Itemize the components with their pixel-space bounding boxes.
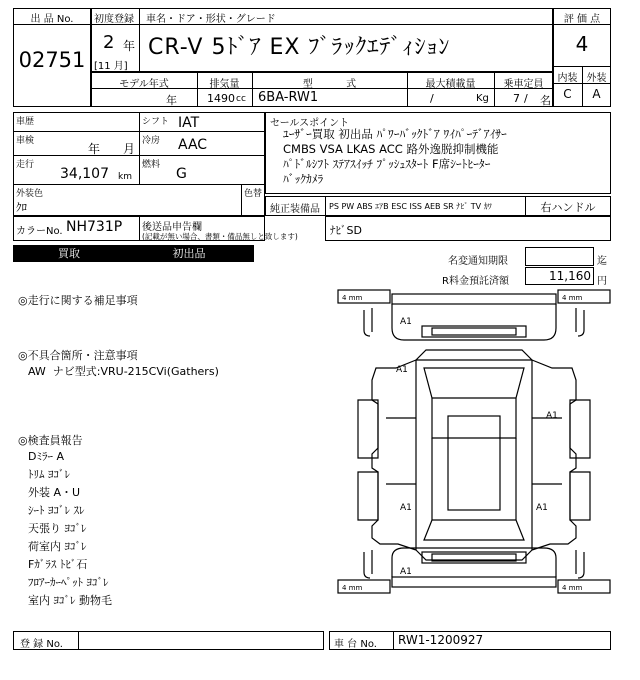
displacement-value: 1490 — [207, 92, 235, 105]
inspection-year-unit: 年 — [88, 142, 101, 156]
capacity-value: 7 — [513, 92, 520, 105]
defects-heading: ◎不具合箇所・注意事項 — [18, 349, 138, 362]
displacement-unit: cc — [236, 94, 246, 104]
tire-depth-rr: 4 mm — [562, 584, 583, 592]
chassis-no: RW1-1200927 — [398, 633, 484, 647]
post-docs-box — [325, 216, 611, 241]
damage-mark-front-bumper: A1 — [400, 317, 412, 327]
first-registration-month: [11 月] — [94, 61, 128, 72]
recycle-fee-unit: 円 — [597, 276, 607, 287]
post-docs-value: ﾅﾋﾞSD — [330, 224, 362, 237]
model-type-label: 型 式 — [302, 79, 357, 90]
damage-mark-right-door: A1 — [546, 411, 558, 421]
car-name-label: 車名・ドア・形状・グレード — [146, 14, 276, 25]
tire-depth-rl: 4 mm — [342, 584, 363, 592]
post-docs-note: (記載が無い場合、書類・備品無しと致します) — [142, 232, 298, 241]
mileage-value: 34,107 — [60, 166, 109, 182]
steering-side: 右ハンドル — [540, 201, 596, 214]
exterior-grade-label: 外装 — [586, 73, 607, 84]
damage-mark-left-fender: A1 — [396, 365, 408, 375]
shift-label: シフト — [142, 117, 170, 127]
interior-grade-label: 内装 — [557, 73, 578, 84]
shift-value: IAT — [178, 115, 200, 131]
tire-depth-fl: 4 mm — [342, 294, 363, 302]
sales-point-line: CMBS VSA LKAS ACC 路外逸脱抑制機能 — [283, 142, 499, 156]
aircon-value: AAC — [178, 137, 208, 153]
damage-mark-right-rear: A1 — [536, 503, 548, 513]
score-label: 評 価 点 — [563, 14, 601, 25]
mileage-unit: km — [118, 172, 132, 182]
inspector-heading: ◎検査員報告 — [18, 434, 83, 447]
lot-number: 02751 — [18, 48, 86, 72]
aircon-label: 冷房 — [142, 136, 161, 146]
first-registration-label: 初度登録 — [94, 14, 134, 25]
exterior-grade: A — [592, 87, 601, 101]
sales-point-line: ﾊﾞｯｸｶﾒﾗ — [283, 172, 324, 186]
tag-kaitori: 買取 — [13, 245, 125, 262]
inspector-line: 荷室内 ﾖｺﾞﾚ — [28, 540, 87, 553]
history-label: 車歴 — [16, 117, 35, 127]
exterior-color-label: 外装色 — [16, 189, 44, 199]
equipment-items: PS PW ABS ｴｱB ESC ISS AEB SR ﾅﾋﾞ TV ｶﾜ — [329, 202, 492, 211]
post-docs-label: 後送品申告欄 — [142, 222, 202, 233]
inspection-month-unit: 月 — [123, 142, 136, 156]
sales-point-line: ﾊﾟﾄﾞﾙｼﾌﾄ ｽﾃｱｽｲｯﾁ ﾌﾟｯｼｭｽﾀｰﾄ F席ｼｰﾄﾋｰﾀｰ — [283, 157, 491, 171]
inspector-line: 外装 A・U — [28, 486, 81, 499]
inspector-line: 天張り ﾖｺﾞﾚ — [28, 522, 87, 535]
car-name: CR-V 5ﾄﾞｱ EX ﾌﾞﾗｯｸｴﾃﾞｨｼｮﾝ — [148, 35, 451, 60]
recycle-fee-value: 11,160 — [549, 269, 591, 283]
equipment-label: 純正装備品 — [270, 204, 320, 215]
mileage-supplement-heading: ◎走行に関する補足事項 — [18, 294, 138, 307]
recycle-fee-label: R料金預託済額 — [442, 276, 509, 287]
sales-point-line: ﾕｰｻﾞｰ買取 初出品 ﾊﾟﾜｰﾊﾞｯｸﾄﾞｱ ﾜｲﾊﾟｰﾃﾞｱｲｻｰ — [283, 127, 507, 141]
model-year-label: モデル年式 — [119, 79, 169, 90]
model-type: 6BA-RW1 — [258, 90, 319, 105]
name-change-label: 名変通知期限 — [448, 256, 508, 267]
name-change-box — [525, 247, 594, 266]
sales-points-label: セールスポイント — [270, 118, 350, 129]
inspector-line: ﾌﾛｱｰｶｰﾍﾟｯﾄ ﾖｺﾞﾚ — [28, 576, 109, 589]
damage-mark-rear-bumper: A1 — [400, 567, 412, 577]
registration-no-label: 登 録 No. — [20, 639, 63, 650]
defects-line: AW ナビ型式:VRU-215CVi(Gathers) — [28, 365, 219, 378]
color-change-label: 色替 — [244, 189, 263, 199]
score-value: 4 — [575, 32, 589, 56]
lot-number-label: 出 品 No. — [30, 14, 74, 25]
inspector-line: ｼｰﾄ ﾖｺﾞﾚ ｽﾚ — [28, 504, 85, 517]
max-load-label: 最大積載量 — [425, 79, 476, 90]
name-change-unit: 迄 — [597, 256, 607, 267]
tag-first-listing: 初出品 — [124, 245, 254, 262]
color-no-label: カラーNo. — [16, 226, 63, 237]
fuel-label: 燃料 — [142, 160, 161, 170]
inspector-line: 室内 ﾖｺﾞﾚ 動物毛 — [28, 594, 112, 607]
capacity-separator: / — [524, 92, 528, 105]
model-year-unit: 年 — [166, 94, 177, 107]
displacement-label: 排気量 — [209, 79, 240, 90]
capacity-unit: 名 — [540, 94, 551, 107]
chassis-no-label: 車 台 No. — [334, 639, 377, 650]
inspector-line: ﾄﾘﾑ ﾖｺﾞﾚ — [28, 468, 70, 481]
damage-mark-left-rear: A1 — [400, 503, 412, 513]
first-registration-year: 2 — [103, 32, 115, 53]
tire-depth-fr: 4 mm — [562, 294, 583, 302]
first-registration-year-unit: 年 — [123, 39, 136, 53]
max-load-unit: Kg — [476, 93, 489, 104]
car-damage-diagram — [336, 288, 612, 622]
inspector-line: Dﾐﾗｰ A — [28, 450, 64, 463]
inspector-line: Fｶﾞﾗｽ ﾄﾋﾞ石 — [28, 558, 88, 571]
color-no: NH731P — [66, 219, 123, 235]
inspection-label: 車検 — [16, 136, 35, 146]
mileage-label: 走行 — [16, 160, 35, 170]
exterior-color: ｸﾛ — [16, 201, 27, 214]
fuel-value: G — [176, 166, 187, 182]
capacity-label: 乗車定員 — [503, 79, 544, 90]
max-load-separator: / — [430, 92, 434, 105]
interior-grade: C — [563, 87, 572, 101]
